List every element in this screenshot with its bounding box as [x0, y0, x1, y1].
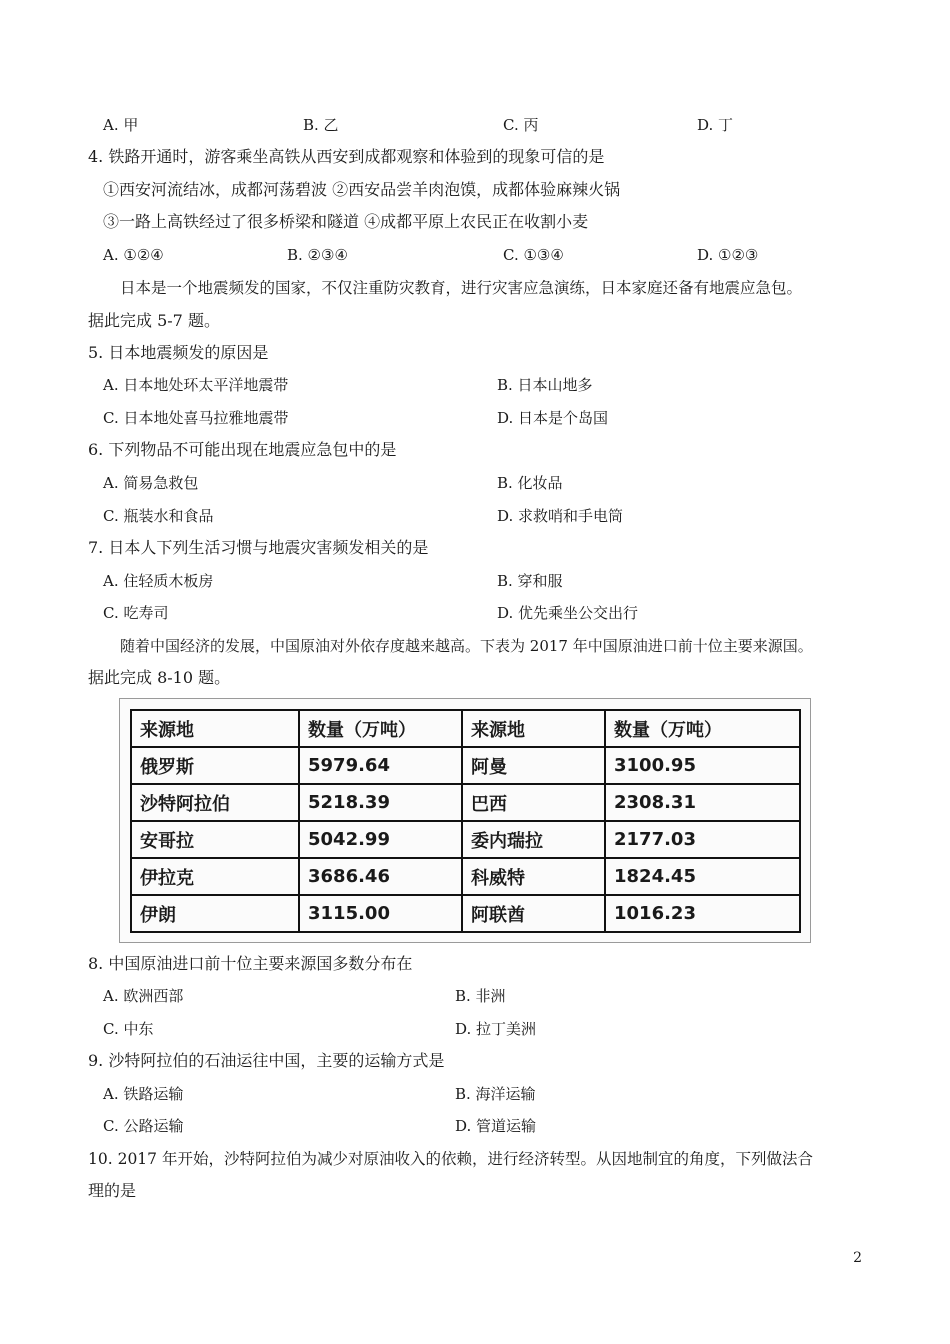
table-cell: 3115.00	[299, 895, 462, 932]
q4-option-a: A. ①②④	[103, 246, 164, 264]
table-cell: 委内瑞拉	[462, 821, 605, 858]
q7-option-b: B. 穿和服	[497, 572, 563, 590]
oil-import-table-figure	[119, 698, 811, 943]
q8-option-c: C. 中东	[103, 1020, 154, 1038]
q7-option-d: D. 优先乘坐公交出行	[497, 604, 639, 622]
q5-option-a: A. 日本地处环太平洋地震带	[103, 376, 289, 394]
table-row	[131, 784, 800, 821]
q5-stem: 5. 日本地震频发的原因是	[88, 343, 269, 362]
q9-option-a: A. 铁路运输	[103, 1085, 184, 1103]
q9-option-b: B. 海洋运输	[455, 1085, 536, 1103]
q3-option-c: C. 丙	[503, 116, 539, 134]
table-header-row	[131, 710, 800, 747]
q8-option-a: A. 欧洲西部	[103, 987, 184, 1005]
q4-stem: 4. 铁路开通时，游客乘坐高铁从西安到成都观察和体验到的现象可信的是	[88, 147, 605, 166]
q4-item-line-2: ③一路上高铁经过了很多桥梁和隧道 ④成都平原上农民正在收割小麦	[103, 212, 589, 231]
q7-option-c: C. 吃寿司	[103, 604, 169, 622]
table-cell: 安哥拉	[131, 821, 299, 858]
table-cell: 俄罗斯	[131, 747, 299, 784]
passage-2-line-1: 随着中国经济的发展，中国原油对外依存度越来越高。下表为 2017 年中国原油进口前十位主要来源国。	[120, 637, 813, 655]
q3-option-d: D. 丁	[697, 116, 734, 134]
table-row	[131, 821, 800, 858]
oil-import-table	[130, 709, 801, 933]
table-header-cell: 来源地	[462, 710, 605, 747]
table-header-cell: 来源地	[131, 710, 299, 747]
q6-option-c: C. 瓶装水和食品	[103, 507, 214, 525]
q4-option-c: C. ①③④	[503, 246, 564, 264]
table-cell: 1824.45	[605, 858, 800, 895]
q5-option-c: C. 日本地处喜马拉雅地震带	[103, 409, 289, 427]
passage-1-line-2: 据此完成 5-7 题。	[88, 311, 220, 330]
q8-option-b: B. 非洲	[455, 987, 506, 1005]
table-cell: 伊朗	[131, 895, 299, 932]
table-row	[131, 858, 800, 895]
q5-option-d: D. 日本是个岛国	[497, 409, 609, 427]
passage-2-line-2: 据此完成 8-10 题。	[88, 668, 231, 687]
table-header-cell: 数量（万吨）	[605, 710, 800, 747]
q8-option-d: D. 拉丁美洲	[455, 1020, 537, 1038]
table-cell: 伊拉克	[131, 858, 299, 895]
q6-option-d: D. 求救哨和手电筒	[497, 507, 624, 525]
q3-option-b: B. 乙	[303, 116, 339, 134]
q6-option-b: B. 化妆品	[497, 474, 563, 492]
table-cell: 沙特阿拉伯	[131, 784, 299, 821]
q7-stem: 7. 日本人下列生活习惯与地震灾害频发相关的是	[88, 538, 429, 557]
table-cell: 2177.03	[605, 821, 800, 858]
passage-1-line-1: 日本是一个地震频发的国家，不仅注重防灾教育，进行灾害应急演练，日本家庭还备有地震应急包。	[120, 279, 803, 297]
q7-option-a: A. 住轻质木板房	[103, 572, 214, 590]
q9-option-c: C. 公路运输	[103, 1117, 184, 1135]
table-cell: 1016.23	[605, 895, 800, 932]
table-row	[131, 747, 800, 784]
table-row	[131, 895, 800, 932]
q4-option-d: D. ①②③	[697, 246, 759, 264]
q9-stem: 9. 沙特阿拉伯的石油运往中国，主要的运输方式是	[88, 1051, 445, 1070]
table-cell: 阿联酋	[462, 895, 605, 932]
q6-stem: 6. 下列物品不可能出现在地震应急包中的是	[88, 440, 397, 459]
table-cell: 科威特	[462, 858, 605, 895]
q5-option-b: B. 日本山地多	[497, 376, 593, 394]
q10-stem-line-1: 10. 2017 年开始，沙特阿拉伯为减少对原油收入的依赖，进行经济转型。从因地制宜的角度，下列做法合	[88, 1150, 813, 1168]
q8-stem: 8. 中国原油进口前十位主要来源国多数分布在	[88, 954, 413, 973]
table-cell: 5218.39	[299, 784, 462, 821]
q10-stem-line-2: 理的是	[88, 1181, 137, 1200]
table-cell: 巴西	[462, 784, 605, 821]
table-cell: 阿曼	[462, 747, 605, 784]
table-cell: 3686.46	[299, 858, 462, 895]
q3-option-a: A. 甲	[103, 116, 139, 134]
page-number: 2	[853, 1250, 862, 1266]
table-header-cell: 数量（万吨）	[299, 710, 462, 747]
table-cell: 2308.31	[605, 784, 800, 821]
table-cell: 3100.95	[605, 747, 800, 784]
q6-option-a: A. 简易急救包	[103, 474, 199, 492]
q4-item-line-1: ①西安河流结冰，成都河荡碧波 ②西安品尝羊肉泡馍，成都体验麻辣火锅	[103, 180, 621, 199]
table-cell: 5979.64	[299, 747, 462, 784]
q9-option-d: D. 管道运输	[455, 1117, 537, 1135]
table-cell: 5042.99	[299, 821, 462, 858]
q4-option-b: B. ②③④	[287, 246, 348, 264]
